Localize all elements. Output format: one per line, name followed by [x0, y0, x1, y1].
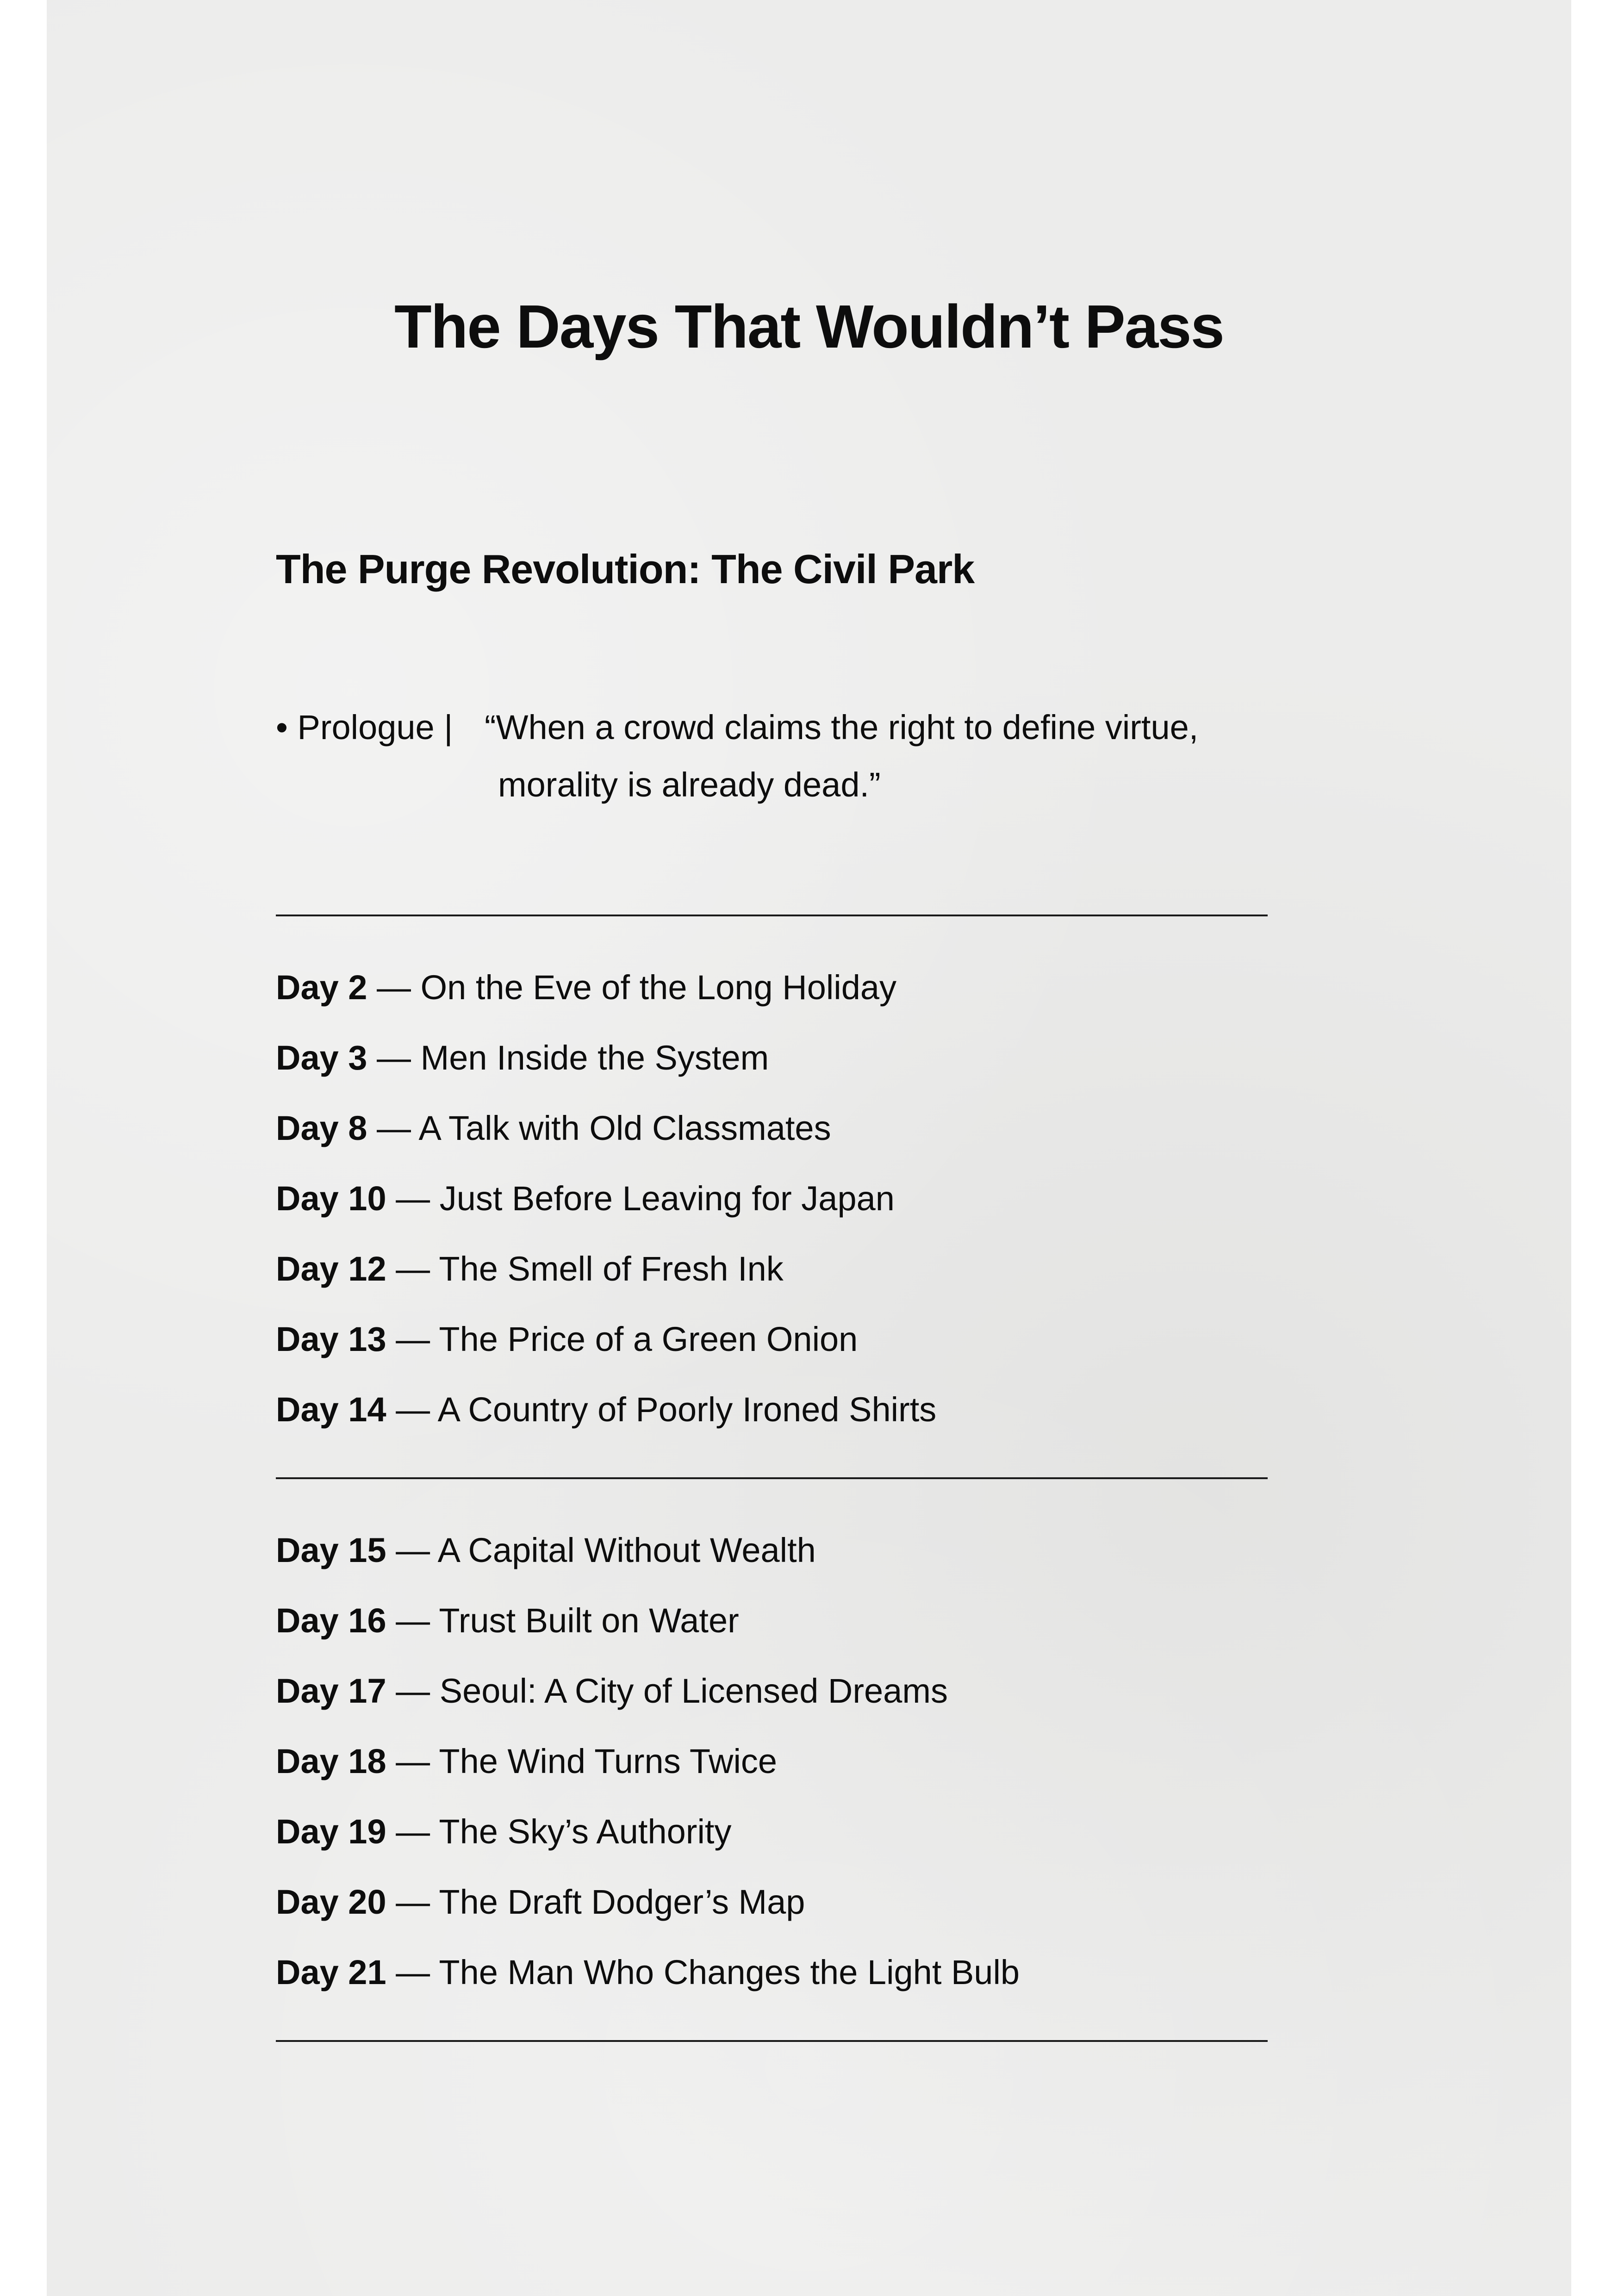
toc-day: Day 21: [276, 1953, 386, 1991]
toc-title: — The Price of a Green Onion: [386, 1320, 858, 1358]
toc-item: [276, 952, 936, 1023]
divider-middle: [276, 1477, 1268, 1479]
divider-top: [276, 915, 1268, 916]
toc-item: [276, 1164, 936, 1234]
prologue-entry: [276, 699, 1198, 814]
toc-title: — Trust Built on Water: [386, 1601, 739, 1640]
toc-item: [276, 1867, 1020, 1937]
toc-item: [276, 1304, 936, 1375]
section-title: The Purge Revolution: The Civil Park: [276, 546, 975, 592]
toc-day: Day 18: [276, 1742, 386, 1780]
toc-item: [276, 1797, 1020, 1867]
document-title: The Days That Wouldn’t Pass: [394, 292, 1224, 361]
toc-title: — The Draft Dodger’s Map: [386, 1883, 805, 1921]
toc-day: Day 12: [276, 1250, 386, 1288]
toc-day: Day 20: [276, 1883, 386, 1921]
toc-item: [276, 1515, 1020, 1586]
toc-item: [276, 1726, 1020, 1797]
toc-title: — The Wind Turns Twice: [386, 1742, 778, 1780]
toc-title: — The Smell of Fresh Ink: [386, 1250, 784, 1288]
toc-day: Day 10: [276, 1179, 386, 1218]
toc-item: [276, 1093, 936, 1164]
toc-day: Day 13: [276, 1320, 386, 1358]
toc-item: [276, 1656, 1020, 1726]
toc-item: [276, 1234, 936, 1304]
toc-day: Day 16: [276, 1601, 386, 1640]
document-page: [47, 0, 1571, 2296]
toc-day: Day 3: [276, 1039, 367, 1077]
prologue-quote-line1: “When a crowd claims the right to define virtue,: [485, 708, 1199, 747]
toc-list-group-1: [276, 952, 936, 1445]
toc-day: Day 15: [276, 1531, 386, 1569]
toc-day: Day 8: [276, 1109, 367, 1147]
toc-title: — Seoul: A City of Licensed Dreams: [386, 1672, 948, 1710]
toc-day: Day 19: [276, 1812, 386, 1851]
toc-day: Day 14: [276, 1390, 386, 1429]
toc-title: — A Capital Without Wealth: [386, 1531, 816, 1569]
prologue-quote-line2: morality is already dead.”: [498, 765, 881, 804]
toc-title: — Just Before Leaving for Japan: [386, 1179, 895, 1218]
toc-item: [276, 1586, 1020, 1656]
toc-title: — A Talk with Old Classmates: [367, 1109, 831, 1147]
toc-day: Day 2: [276, 968, 367, 1007]
toc-title: — The Man Who Changes the Light Bulb: [386, 1953, 1020, 1991]
toc-title: — A Country of Poorly Ironed Shirts: [386, 1390, 937, 1429]
toc-day: Day 17: [276, 1672, 386, 1710]
toc-list-group-2: [276, 1515, 1020, 2008]
toc-item: [276, 1023, 936, 1093]
prologue-label: • Prologue |: [276, 708, 453, 747]
toc-title: — Men Inside the System: [367, 1039, 769, 1077]
toc-title: — On the Eve of the Long Holiday: [367, 968, 897, 1007]
toc-title: — The Sky’s Authority: [386, 1812, 732, 1851]
toc-item: [276, 1375, 936, 1445]
divider-bottom: [276, 2040, 1268, 2042]
toc-item: [276, 1937, 1020, 2008]
